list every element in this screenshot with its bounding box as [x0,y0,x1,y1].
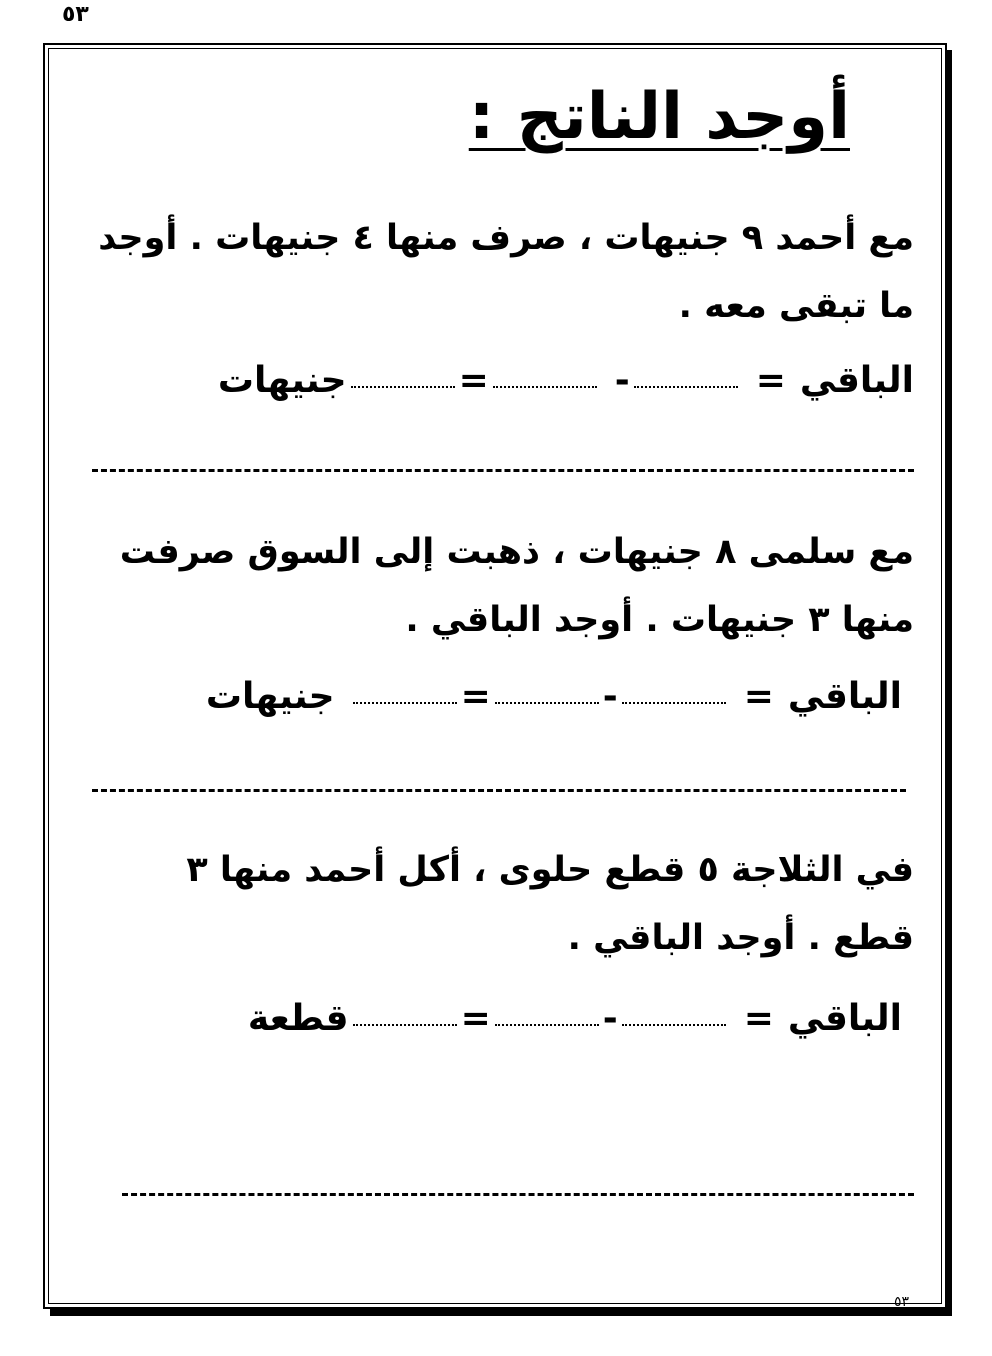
worksheet-title: أوجد الناتج : [468,80,850,154]
separator-line [122,1193,914,1196]
equals-sign: = [460,998,491,1039]
answer-blank-2[interactable] [495,701,599,704]
problem-1-answer-line [218,360,914,401]
equals-sign: = [460,676,491,717]
problem-1-text: مع أحمد ٩ جنيهات ، صرف منها ٤ جنيهات . أوجد ما تبقى معه . [98,218,914,326]
problem-3-answer-line [248,998,902,1039]
equals-sign: = [458,360,489,401]
equals-sign: = [743,676,774,717]
answer-label: الباقي [799,360,914,401]
answer-unit: جنيهات [217,360,347,401]
minus-sign: - [602,676,618,717]
answer-blank-result[interactable] [353,1023,457,1026]
equals-sign: = [755,360,786,401]
answer-label: الباقي [787,998,902,1039]
answer-blank-1[interactable] [634,385,738,388]
answer-blank-2[interactable] [493,385,597,388]
answer-blank-1[interactable] [622,1023,726,1026]
problem-3-text: في الثلاجة ٥ قطع حلوى ، أكل أحمد منها ٣ قطع . أوجد الباقي . [186,850,914,958]
answer-unit: جنيهات [205,676,335,717]
separator-line [92,469,914,472]
answer-blank-result[interactable] [351,385,455,388]
answer-blank-2[interactable] [495,1023,599,1026]
problem-2-text: مع سلمى ٨ جنيهات ، ذهبت إلى السوق صرفت منها ٣ جنيهات . أوجد الباقي . [119,532,914,640]
page-number-bottom: ٥٣ [894,1294,910,1310]
answer-blank-1[interactable] [622,701,726,704]
problem-2-answer-line [206,676,902,717]
answer-unit: قطعة [247,998,349,1039]
answer-blank-result[interactable] [353,701,457,704]
page-number-top: ٥٣ [62,2,89,27]
equals-sign: = [743,998,774,1039]
answer-label: الباقي [787,676,902,717]
separator-line [92,789,906,792]
minus-sign: - [614,360,630,401]
minus-sign: - [602,998,618,1039]
